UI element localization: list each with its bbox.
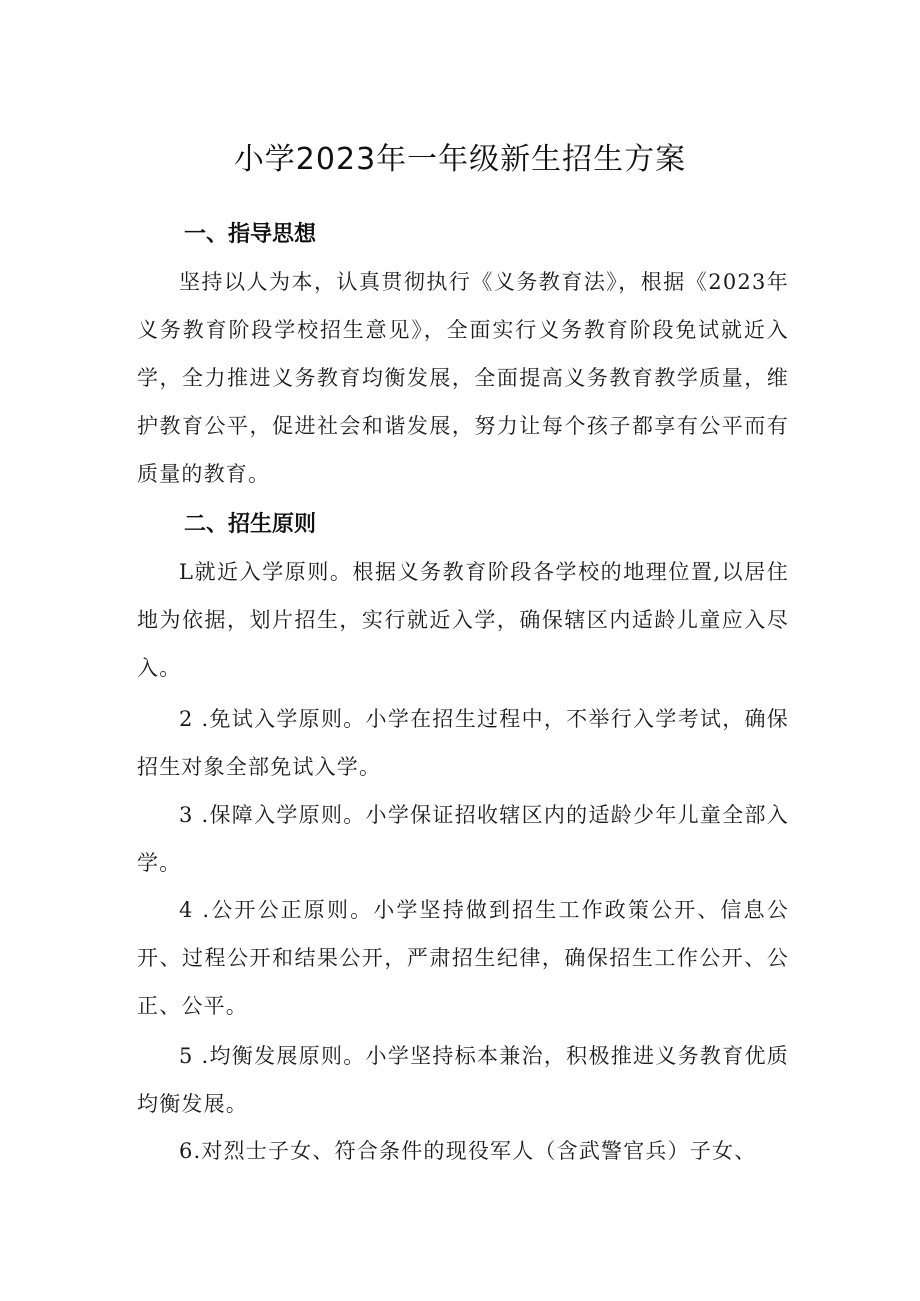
section-heading-guiding-ideology: 一、指导思想 xyxy=(184,222,317,247)
paragraph-principle-1: L就近入学原则。根据义务教育阶段各学校的地理位置,以居住地为依据，划片招生，实行就近入学，确保辖区内适龄儿童应入尽入。 xyxy=(137,560,789,680)
paragraph-principle-3: 3 .保障入学原则。小学保证招收辖区内的适龄少年儿童全部入学。 xyxy=(137,803,789,875)
paragraph-principle-4: 4 .公开公正原则。小学坚持做到招生工作政策公开、信息公开、过程公开和结果公开，严肃招生纪律，确保招生工作公开、公正、公平。 xyxy=(137,898,789,1018)
paragraph-principle-2: 2 .免试入学原则。小学在招生过程中，不举行入学考试，确保招生对象全部免试入学。 xyxy=(137,707,789,779)
paragraph-principle-6: 6.对烈士子女、符合条件的现役军人（含武警官兵）子女、 xyxy=(179,1139,757,1163)
paragraph-principle-5: 5 .均衡发展原则。小学坚持标本兼治，积极推进义务教育优质均衡发展。 xyxy=(137,1044,789,1116)
section-heading-enrollment-principles: 二、招生原则 xyxy=(184,512,317,537)
document-title: 小学2023年一年级新生招生方案 xyxy=(233,142,687,177)
paragraph-guiding-ideology: 坚持以人为本，认真贯彻执行《义务教育法》，根据《2023年义务教育阶段学校招生意见》，全面实行义务教育阶段免试就近入学，全力推进义务教育均衡发展，全面提高义务教育教学质量，维护教育公平，促进社会和谐发展，努力让每个孩子都享有公平而有质量的教育。 xyxy=(137,270,789,486)
